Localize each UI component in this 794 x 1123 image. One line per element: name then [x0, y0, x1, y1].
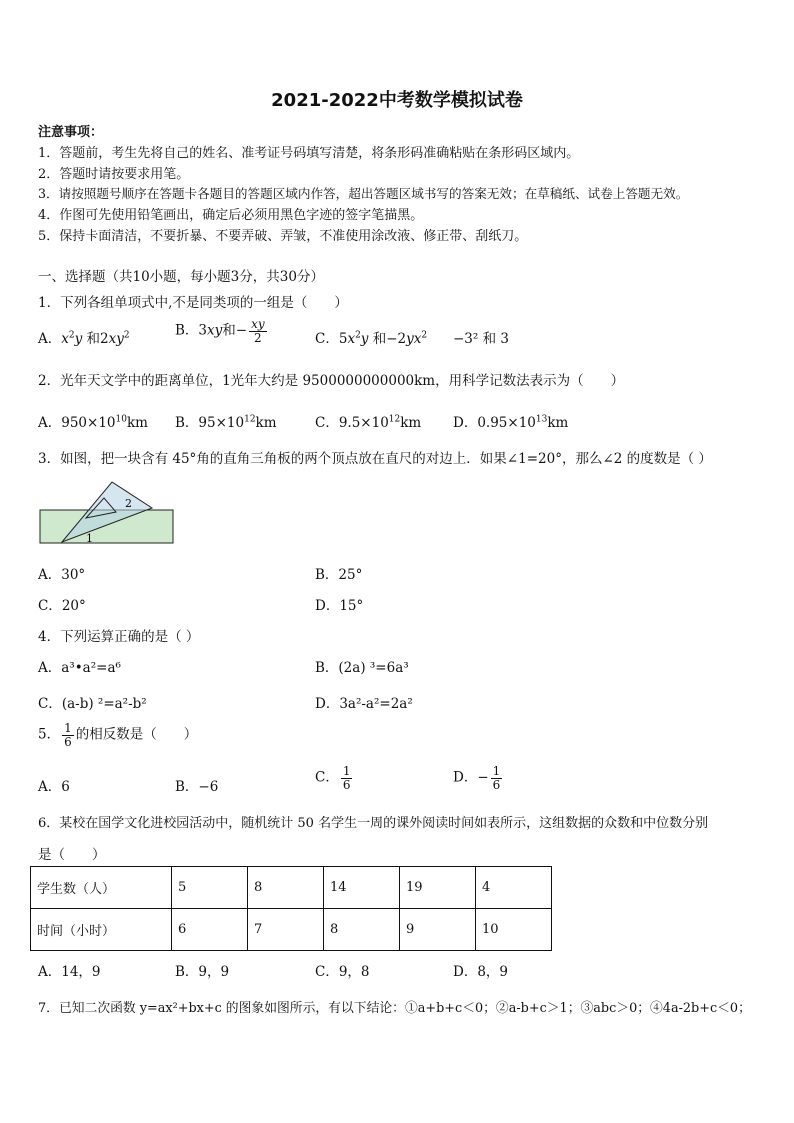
section-heading: 一、选择题（共10小题，每小题3分，共30分） [38, 269, 324, 285]
q2-option-c: C．$9.5\times 10^{12}km$ [315, 414, 422, 431]
q7-stem: 7．已知二次函数 y=ax²+bx+c 的图象如图所示，有以下结论：①a+b+c＜0；②a-b+c＞1；③abc＞0；④4a-2b+c＜0； [38, 1001, 751, 1016]
q4-option-a: A．a³•a²=a⁶ [38, 660, 121, 676]
q1-a-label: A． [38, 331, 62, 347]
q6-option-d: D．8，9 [453, 964, 509, 980]
table-row [31, 867, 552, 909]
q5-option-b: B．−6 [175, 779, 219, 795]
q1-c-mid: 和 [372, 331, 387, 347]
q6-table [30, 866, 552, 951]
q2-option-d: D．$0.95\times 10^{13}km$ [453, 414, 569, 431]
q4-option-c: C．(a-b) ²=a²-b² [38, 696, 147, 712]
q1-a-mid: 和 [86, 331, 101, 347]
table-cell: 6 [172, 909, 248, 951]
table-cell: 8 [324, 909, 400, 951]
angle-2-label: 2 [125, 497, 132, 510]
notice-item-2: 2．答题时请按要求用笔。 [38, 167, 190, 182]
exam-title: 2021-2022中考数学模拟试卷 [271, 90, 523, 111]
table-cell: 5 [172, 867, 248, 909]
table-row [31, 909, 552, 951]
q3-figure [36, 476, 178, 548]
q5-option-c: C． $\frac{1}{6}$ [315, 764, 351, 792]
q5-option-a: A．6 [38, 779, 70, 795]
q3-option-c: C．20° [38, 598, 86, 614]
table-cell: 学生数（人） [31, 867, 172, 909]
q3-option-d: D．15° [315, 598, 364, 614]
q6-stem-line1: 6．某校在国学文化进校园活动中，随机统计 50 名学生一周的课外阅读时间如表所示，这组数据的众数和中位数分别 [38, 816, 709, 831]
q5-stem: 5． $\frac{1}{6}$ 的相反数是（ ） [38, 721, 198, 749]
q2-stem: 2．光年天文学中的距离单位，1光年大约是 9500000000000km，用科学记数法表示为（ ） [38, 373, 625, 389]
q2-option-b: B．$95\times 10^{12}km$ [175, 414, 277, 431]
q5-fraction: $\frac{1}{6}$ [64, 721, 72, 749]
q6-option-b: B．9，9 [175, 964, 230, 980]
q1-option-a: A．$x^2y$ 和$2xy^2$ [38, 330, 130, 347]
table-cell: 7 [248, 909, 324, 951]
q1-stem: 1．下列各组单项式中,不是同类项的一组是（ ） [38, 295, 348, 311]
notice-item-3: 3．请按照题号顺序在答题卡各题目的答题区域内作答，超出答题区域书写的答案无效；在草稿纸、试卷上答题无效。 [38, 186, 689, 201]
notice-heading: 注意事项： [38, 125, 104, 140]
table-cell: 9 [400, 909, 476, 951]
q4-option-b: B．(2a) ³=6a³ [315, 660, 409, 676]
q1-option-c: C．$5x^2y$ 和$-2yx^2$ [315, 330, 428, 347]
q6-option-a: A．14，9 [38, 964, 101, 980]
table-cell: 14 [324, 867, 400, 909]
table-cell: 10 [476, 909, 552, 951]
q4-option-d: D．3a²-a²=2a² [315, 696, 413, 712]
angle-1-label: 1 [86, 532, 93, 545]
table-cell: 4 [476, 867, 552, 909]
table-cell: 19 [400, 867, 476, 909]
q1-b-mid: 和− [222, 322, 248, 339]
table-cell: 时间（小时） [31, 909, 172, 951]
q1-option-d: −3² 和 3 [453, 331, 509, 347]
q3-stem: 3．如图，把一块含有 45°角的直角三角板的两个顶点放在直尺的对边上．如果∠1=20°，那么∠2 的度数是（ ） [38, 451, 712, 467]
notice-item-4: 4．作图可先使用铅笔画出，确定后必须用黑色字迹的签字笔描黑。 [38, 208, 424, 223]
q3-option-b: B．25° [315, 567, 363, 583]
notice-item-1: 1．答题前，考生先将自己的姓名、准考证号码填写清楚，将条形码准确粘贴在条形码区域内。 [38, 146, 580, 161]
q1-c-label: C． [315, 331, 339, 347]
q4-stem: 4．下列运算正确的是（ ） [38, 629, 200, 645]
q3-option-a: A．30° [38, 567, 86, 583]
notice-item-5: 5．保持卡面清洁，不要折暴、不要弄破、弄皱，不准使用涂改液、修正带、刮纸刀。 [38, 229, 528, 244]
q6-stem-line2: 是（ ） [38, 847, 106, 863]
q2-option-a: A．$950\times 10^{10}km$ [38, 414, 148, 431]
q5-option-d: D．− $\frac{1}{6}$ [453, 764, 501, 792]
q1-option-b: B．3xy和− $\frac{xy}{2}$ [175, 317, 265, 345]
q1-b-label: B． [175, 322, 199, 339]
q6-option-c: C．9，8 [315, 964, 370, 980]
table-cell: 8 [248, 867, 324, 909]
q1-b-fraction: $\frac{xy}{2}$ [251, 317, 265, 345]
